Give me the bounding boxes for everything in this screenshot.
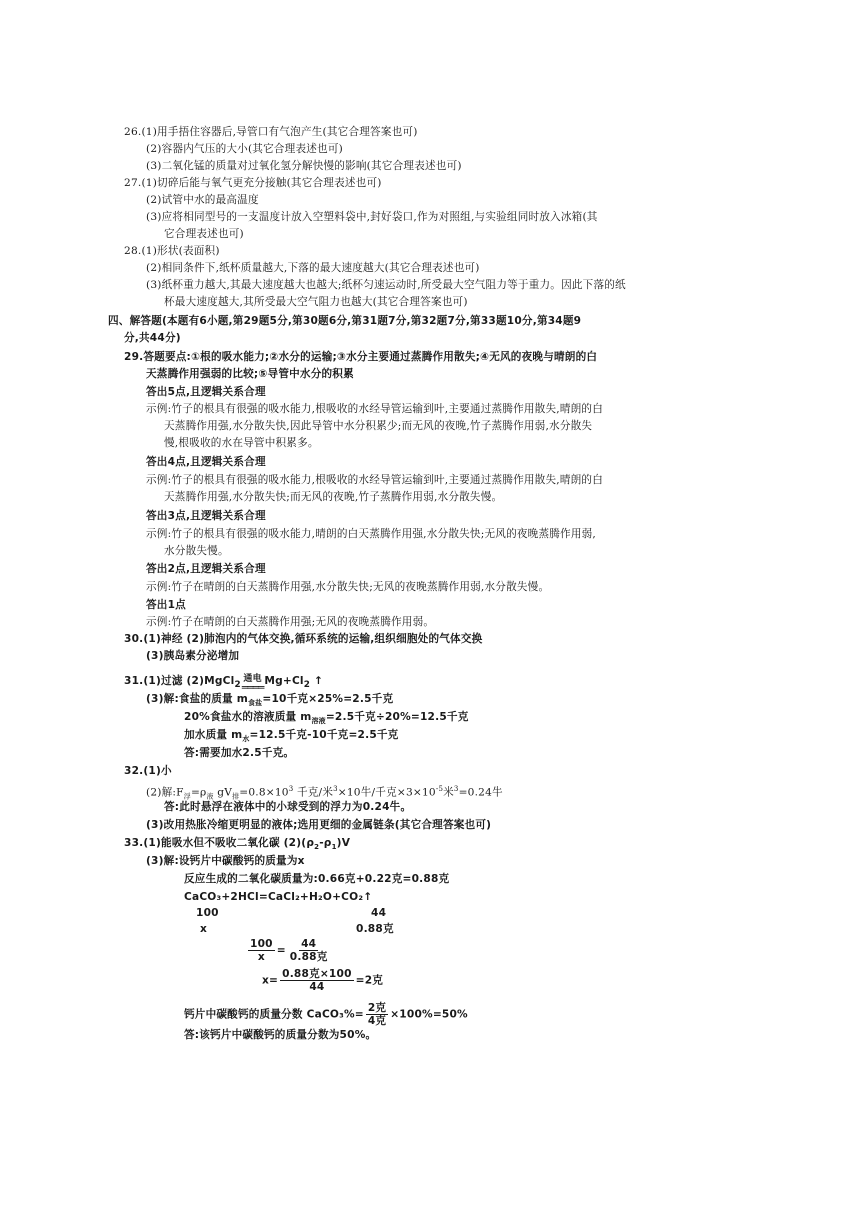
- q33-l1-text: 33.(1)能吸水但不吸收二氧化碳 (2)(ρ: [124, 837, 315, 849]
- q32-l2-rho: =ρ: [190, 786, 207, 799]
- q33-l1-sub-2: 1: [331, 843, 337, 852]
- q31-l3-sub: 溶液: [311, 717, 326, 726]
- q29-level-3-example-cont: 水分散失慢。: [164, 545, 229, 557]
- q33-line-1: [124, 836, 350, 854]
- q32-l2-density: =0.8×10: [239, 786, 289, 799]
- q29-level-4-example-cont: 天蒸腾作用强,水分散失快;而无风的夜晚,竹子蒸腾作用弱,水分散失慢。: [164, 491, 503, 503]
- q31-part1-text: 31.(1)过滤 (2)MgCl: [124, 675, 235, 687]
- q33-x-label: x=: [262, 974, 279, 987]
- q30-line-2: (3)胰岛素分泌增加: [146, 650, 240, 662]
- q32-l2-sup-3: -5: [435, 785, 444, 793]
- q33-f4-num: 2克: [367, 1002, 387, 1014]
- q32-l2-sub-3: 排: [232, 792, 240, 801]
- q31-line-1: [124, 674, 324, 695]
- q33-f1-num: 100: [250, 938, 273, 950]
- q29-level-5-example-cont: 天蒸腾作用强,水分散失快,因此导管中水分积累少;而无风的夜晚,竹子蒸腾作用弱,水分散失: [164, 420, 593, 432]
- q29-level-4: 答出4点,且逻辑关系合理: [146, 456, 266, 468]
- q31-l4-value: =12.5千克-10千克=2.5千克: [249, 729, 399, 741]
- q32-l2-g-volume: ×10牛/千克×3×10: [337, 786, 436, 799]
- q31-line-3: [184, 710, 469, 728]
- q33-mass-caco3: 100: [196, 907, 219, 919]
- q33-f2-num: 44: [301, 938, 317, 950]
- gas-arrow-icon: ↑: [314, 675, 324, 687]
- q26-line-1: 26.(1)用手捂住容器后,导管口有气泡产生(其它合理答案也可): [124, 126, 418, 138]
- q31-products: Mg+Cl: [264, 675, 304, 687]
- q33-x: x: [200, 923, 208, 935]
- q31-cl-subscript: 2: [303, 680, 311, 691]
- q33-l1-volume: )V: [336, 837, 351, 849]
- q27-line-4: 它合理表述也可): [164, 228, 244, 240]
- q29-key-points: 29.答题要点:①根的吸水能力;②水分的运输;③水分主要通过蒸腾作用散失;④无风的夜晚与晴朗的白: [124, 351, 598, 363]
- q32-l2-sup-2: 3: [333, 785, 338, 793]
- q33-f2-den: 0.88克: [289, 951, 328, 963]
- q26-line-3: (3)二氧化锰的质量对过氧化氢分解快慢的影响(其它合理表述也可): [146, 160, 462, 172]
- q31-equal-bar: ════: [241, 682, 264, 695]
- section-4-heading: 四、解答题(本题有6小题,第29题5分,第30题6分,第31题7分,第32题7分,第33题10分,第34题9: [108, 315, 582, 327]
- q33-f3-num: 0.88克×100: [282, 968, 352, 980]
- q32-l2-result: =0.24牛: [458, 786, 503, 799]
- q33-equals: =: [276, 944, 286, 957]
- q31-l2-sub: 食盐: [247, 699, 263, 708]
- q29-level-5-example-end: 慢,根吸收的水在导管中积累多。: [164, 437, 319, 449]
- q27-line-2: (2)试管中水的最高温度: [146, 194, 259, 206]
- q28-line-4: 杯最大速度越大,其所受最大空气阻力也越大(其它合理答案也可): [164, 296, 468, 308]
- q29-level-1: 答出1点: [146, 599, 186, 611]
- q32-l2-gv: gV: [213, 786, 233, 799]
- q29-level-3: 答出3点,且逻辑关系合理: [146, 510, 266, 522]
- q33-x-result: =2克: [355, 974, 384, 987]
- q33-fraction-1: [248, 938, 275, 963]
- q33-line-3: 反应生成的二氧化碳质量为:0.66克+0.22克=0.88克: [184, 873, 450, 885]
- q33-proportion: [246, 938, 332, 963]
- q31-l3-value: =2.5千克÷20%=12.5千克: [325, 711, 469, 723]
- q33-answer: 答:该钙片中碳酸钙的质量分数为50%。: [184, 1029, 377, 1041]
- q31-l4-sub: 水: [242, 735, 250, 744]
- q32-line-4: (3)改用热胀冷缩更明显的液体;选用更细的金属链条(其它合理答案也可): [146, 819, 492, 831]
- q33-co2-mass: 0.88克: [356, 923, 394, 935]
- q32-l2-sup-4: 3: [453, 785, 459, 793]
- q31-l3-text: 20%食盐水的溶液质量 m: [184, 711, 312, 723]
- q33-f4-den: 4克: [367, 1015, 387, 1027]
- q30-line-1: 30.(1)神经 (2)肺泡内的气体交换,循环系统的运输,组织细胞处的气体交换: [124, 633, 483, 645]
- q32-l2-sub-1: 浮: [183, 792, 191, 801]
- section-4-heading-cont: 分,共44分): [124, 332, 181, 344]
- q31-l4-text: 加水质量 m: [184, 729, 243, 741]
- q31-line-4: [184, 728, 398, 746]
- q31-l2-text: (3)解:食盐的质量 m: [146, 693, 248, 705]
- q27-line-3: (3)应将相同型号的一支温度计放入空塑料袋中,封好袋口,作为对照组,与实验组同时放入冰箱(其: [146, 211, 598, 223]
- q32-line-1: 32.(1)小: [124, 765, 172, 777]
- q29-level-2-example: 示例:竹子在晴朗的白天蒸腾作用强,水分散失快;无风的夜晚蒸腾作用弱,水分散失慢。: [146, 581, 550, 593]
- q29-level-2: 答出2点,且逻辑关系合理: [146, 563, 266, 575]
- q29-level-5: 答出5点,且逻辑关系合理: [146, 386, 266, 398]
- q27-line-1: 27.(1)切碎后能与氧气更充分接触(其它合理表述也可): [124, 177, 382, 189]
- q33-percentage: [184, 1002, 468, 1027]
- q33-solve-x: [262, 968, 383, 993]
- q29-level-3-example: 示例:竹子的根具有很强的吸水能力,晴朗的白天蒸腾作用强,水分散失快;无风的夜晚蒸腾作用弱,: [146, 528, 596, 540]
- q33-f3-den: 44: [309, 981, 325, 993]
- q31-answer: 答:需要加水2.5千克。: [184, 747, 295, 759]
- q26-line-2: (2)容器内气压的大小(其它合理表述也可): [146, 143, 343, 155]
- q33-l1-minus: -ρ: [319, 837, 332, 849]
- q33-fraction-4: [366, 1002, 388, 1027]
- q31-l2-value: =10千克×25%=2.5千克: [262, 693, 394, 705]
- q29-level-1-example: 示例:竹子在晴朗的白天蒸腾作用强;无风的夜晚蒸腾作用弱。: [146, 616, 435, 628]
- q29-level-5-example: 示例:竹子的根具有很强的吸水能力,根吸收的水经导管运输到叶,主要通过蒸腾作用散失,晴朗的白: [146, 403, 604, 415]
- q32-l2-sup-1: 3: [288, 785, 294, 793]
- q33-line-2: (3)解:设钙片中碳酸钙的质量为x: [146, 855, 305, 867]
- q33-l1-sub-1: 2: [314, 843, 320, 852]
- q32-answer: 答:此时悬浮在液体中的小球受到的浮力为0.24牛。: [164, 801, 412, 813]
- q33-pct-result: ×100%=50%: [390, 1008, 468, 1021]
- q29-level-4-example: 示例:竹子的根具有很强的吸水能力,根吸收的水经导管运输到叶,主要通过蒸腾作用散失,晴朗的白: [146, 474, 604, 486]
- q31-subscript: 2: [234, 680, 241, 691]
- q31-reaction-condition: [241, 674, 264, 695]
- q32-l2-sub-2: 液: [206, 792, 214, 801]
- q28-line-3: (3)纸杯重力越大,其最大速度越大也越大;纸杯匀速运动时,所受最大空气阻力等于重力。因此下落的纸: [146, 279, 626, 291]
- q29-key-points-cont: 天蒸腾作用强弱的比较;⑤导管中水分的积累: [146, 368, 354, 380]
- q33-fraction-3: [280, 968, 354, 993]
- q28-line-1: 28.(1)形状(表面积): [124, 245, 220, 257]
- q33-f1-den: x: [257, 951, 265, 963]
- q33-mass-co2: 44: [371, 907, 387, 919]
- q31-line-2: [146, 692, 393, 710]
- q31-condition-label: 通电: [243, 674, 262, 685]
- q33-fraction-2: [288, 938, 330, 963]
- q32-l2-unit-2: 米: [443, 786, 454, 799]
- q28-line-2: (2)相同条件下,纸杯质量越大,下落的最大速度越大(其它合理表述也可): [146, 262, 480, 274]
- q33-pct-label: 钙片中碳酸钙的质量分数 CaCO₃%=: [184, 1008, 364, 1021]
- q32-l2-unit-1: 千克/米: [293, 786, 334, 799]
- q32-l2-text: (2)解:F: [146, 786, 184, 799]
- q33-equation: CaCO₃+2HCl=CaCl₂+H₂O+CO₂↑: [184, 891, 373, 903]
